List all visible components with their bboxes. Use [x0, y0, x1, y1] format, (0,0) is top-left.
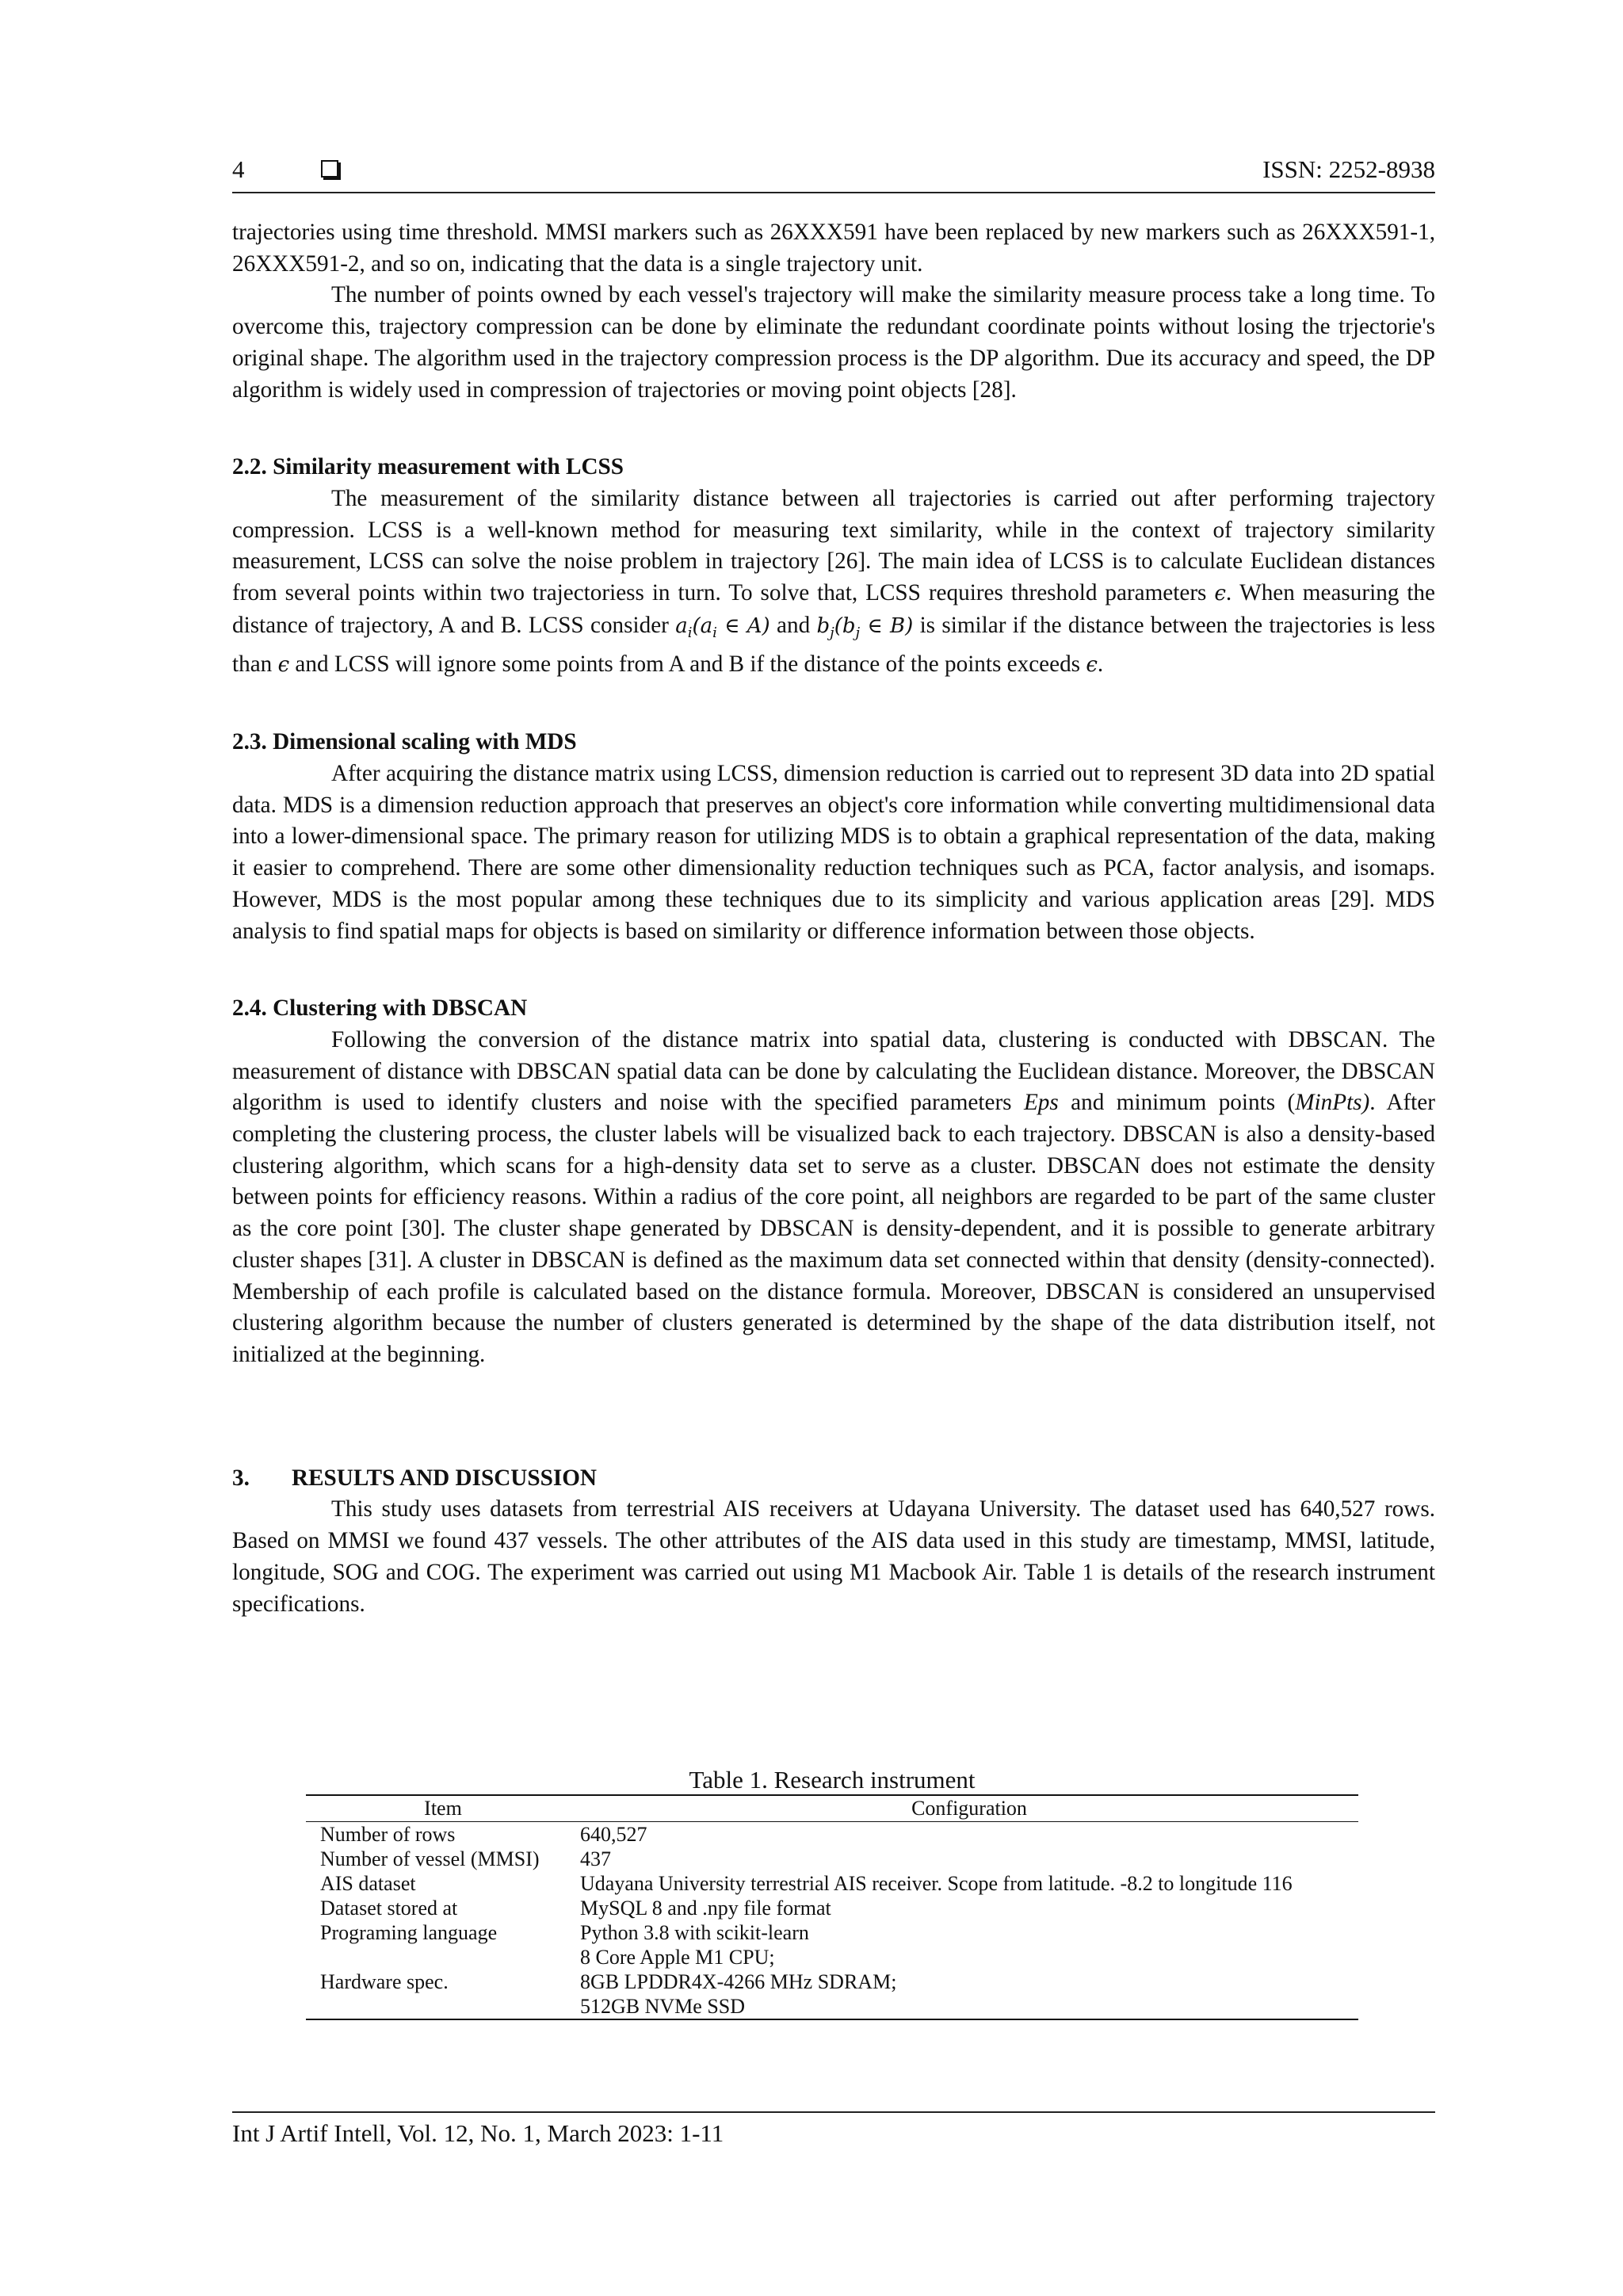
- section-2-4-title: 2.4. Clustering with DBSCAN: [232, 995, 528, 1022]
- paragraph-continued: trajectories using time threshold. MMSI markers such as 26XXX591 have been replaced by new markers such as 26XXX591-1, 26XXX591-2, and so on, indicating that the data is a single trajectory unit.: [232, 220, 1435, 277]
- paragraph-mds: After acquiring the distance matrix using LCSS, dimension reduction is carried out to represent 3D data into 2D spatial data. MDS is a dimension reduction approach that preserves an object's core information while converting multidimensional data into a lower-dimensional space. The primary reason for utilizing MDS is to obtain a graphical representation of the data, making it easier to comprehend. There are some other dimensionality reduction techniques such as PCA, factor analysis, and isomaps. However, MDS is the most popular among these techniques due to its simplicity and various application areas [29]. MDS analysis to find spatial maps for objects is based on similarity or difference information between those objects.: [232, 761, 1435, 944]
- instrument-table: [306, 1794, 1358, 2020]
- table-header-row: [306, 1795, 1358, 1822]
- section-2-2-title: 2.2. Similarity measurement with LCSS: [232, 454, 624, 480]
- checkbox-square-icon: [321, 160, 338, 178]
- table-row: AIS dataset Udayana University terrestrial AIS receiver. Scope from latitude. -8.2 to longitude 116: [320, 1872, 1293, 1895]
- hardware-line: 8GB LPDDR4X-4266 MHz SDRAM;: [580, 1970, 897, 1993]
- section-3-title: 3. RESULTS AND DISCUSSION: [232, 1465, 597, 1491]
- paragraph-compression: The number of points owned by each vessel's trajectory will make the similarity measure process take a long time. To overcome this, trajectory compression can be done by eliminate the redundant coordinate points without losing the trjectorie's original shape. The algorithm used in the trajectory compression process is the DP algorithm. Due its accuracy and speed, the DP algorithm is widely used in compression of trajectories or moving point objects [28].: [232, 282, 1435, 403]
- epsilon-symbol: ϵ: [1214, 582, 1226, 606]
- page-number: 4: [232, 155, 245, 183]
- math-b-j: $b_j(b_j$ ∈ B): [816, 613, 914, 641]
- paragraph-results: This study uses datasets from terrestrial AIS receivers at Udayana University. The dataset used has 640,527 rows. Based on MMSI we found 437 vessels. The other attributes of the AIS data used in this study are timestamp, MMSI, latitude, longitude, SOG and COG. The experiment was carried out using M1 Macbook Air. Table 1 is details of the research instrument specifications.: [232, 1496, 1435, 1617]
- table-row: Number of vessel (MMSI) 437: [320, 1847, 611, 1870]
- table-row: Number of rows 640,527: [320, 1823, 647, 1846]
- body-text: [232, 217, 1435, 1620]
- table-caption: Table 1. Research instrument: [689, 1766, 976, 1794]
- table-row: Dataset stored at MySQL 8 and .npy file format: [320, 1897, 831, 1920]
- journal-citation: Int J Artif Intell, Vol. 12, No. 1, March 2023: 1-11: [232, 2119, 724, 2147]
- table-row: Programing language Python 3.8 with scikit-learn: [320, 1921, 809, 1944]
- page-header: [232, 155, 1435, 193]
- math-a-i: $a_i(a_i$ ∈ A): [675, 613, 770, 641]
- table-1: [306, 1766, 1358, 2020]
- table-row-hardware: Hardware spec. 8 Core Apple M1 CPU; 8GB LPDDR4X-4266 MHz SDRAM; 512GB NVMe SSD: [306, 1945, 1358, 2019]
- issn-label: ISSN: 2252-8938: [1262, 155, 1435, 183]
- paragraph-dbscan: Following the conversion of the distance matrix into spatial data, clustering is conducted with DBSCAN. The measurement of distance with DBSCAN spatial data can be done by calculating the Euclidean distance. Moreover, the DBSCAN algorithm is used to identify clusters and noise with the specified parameters Eps and minimum points (MinPts). After completing the clustering process, the cluster labels will be visualized back to each trajectory. DBSCAN is also a density-based clustering algorithm, which scans for a high-density data set to serve as a cluster. DBSCAN does not estimate the density between points for efficiency reasons. Within a radius of the core point, all neighbors are regarded to be part of the same cluster as the core point [30]. The cluster shape generated by DBSCAN is density-dependent, and it is possible to generate arbitrary cluster shapes [31]. A cluster in DBSCAN is defined as the maximum data set connected within that density (density-connected). Membership of each profile is calculated based on the distance formula. Moreover, DBSCAN is considered an unsupervised clustering algorithm because the number of clusters generated is determined by the shape of the data distribution itself, not initialized at the beginning.: [232, 1026, 1435, 1367]
- header-configuration: Configuration: [580, 1795, 1358, 1822]
- hardware-line: 8 Core Apple M1 CPU;: [580, 1946, 775, 1969]
- section-2-3-title: 2.3. Dimensional scaling with MDS: [232, 729, 577, 755]
- header-item: Item: [306, 1795, 580, 1822]
- hardware-line: 512GB NVMe SSD: [580, 1995, 746, 2018]
- paragraph-lcss: The measurement of the similarity distance between all trajectories is carried out after performing trajectory compression. LCSS is a well-known method for measuring text similarity, while in the context of trajectory similarity measurement, LCSS can solve the noise problem in trajectory [26]. The main idea of LCSS is to calculate Euclidean distances from several points within two trajectoriess in turn. To solve that, LCSS requires threshold parameters ϵ. When measuring the distance of trajectory, A and B. LCSS consider $a_i(a_i$ ∈ A) and $b_j(b_j$ ∈ B) is similar if the distance between the trajectories is less than ϵ and LCSS will ignore some points from A and B if the distance of the points exceeds ϵ.: [232, 485, 1435, 677]
- page-footer: [232, 2111, 1435, 2148]
